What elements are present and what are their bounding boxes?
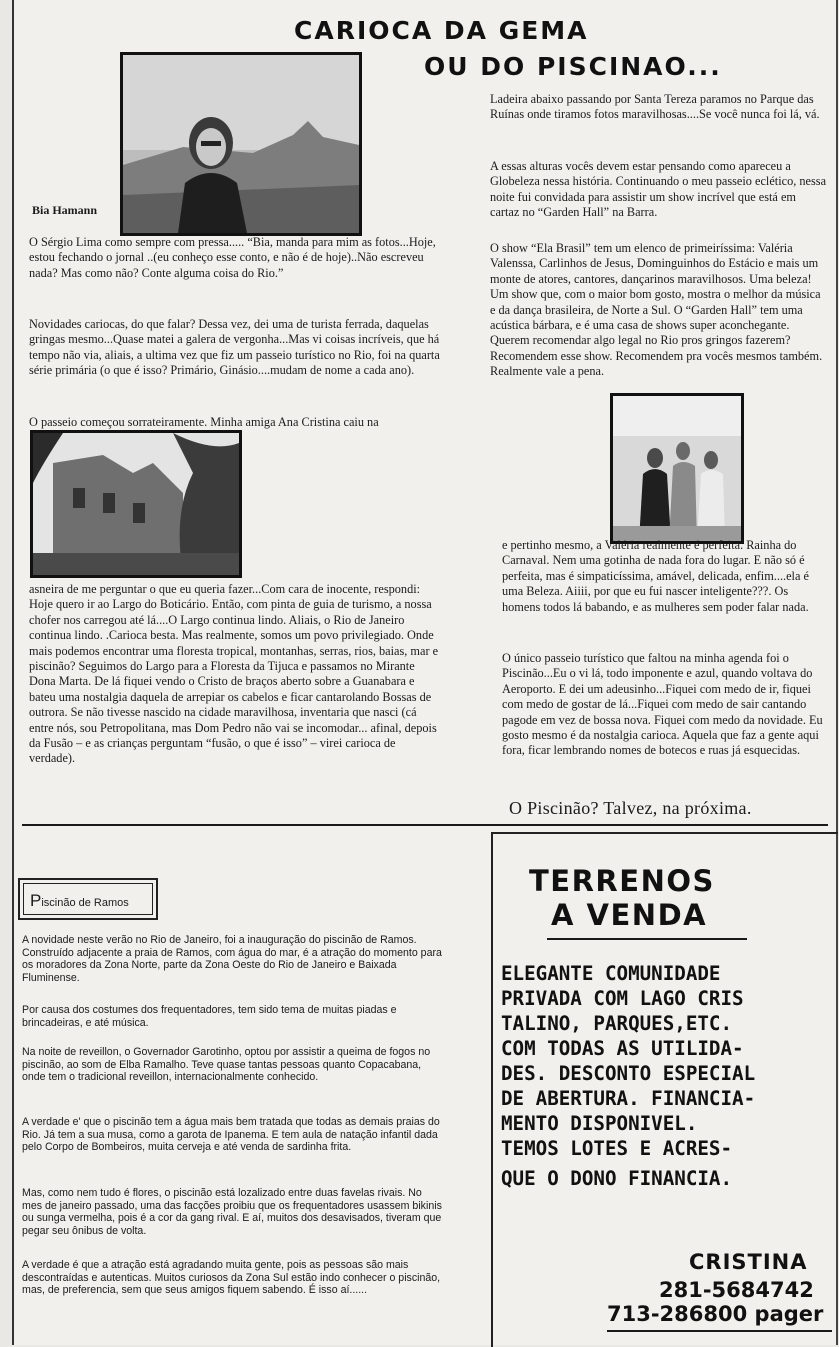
left-paragraph-1: O Sérgio Lima como sempre com pressa..... “Bia, manda para mim as fotos...Hoje, estou fechando o jornal ..(eu conheço esse conto, e não é de hoje)..Não escreveu nada? Mas como não? Conte alguma coisa do Rio.”	[29, 235, 436, 280]
section-divider	[22, 824, 828, 826]
left-paragraph-2: Novidades cariocas, do que falar? Dessa vez, dei uma de turista ferrada, daquelas gringas mesmo...Quase matei a galera de vergonha...Mas vi coisas incríveis, que há tempo não via, aliais, a ultima vez que fiz um passeio turístico no Rio, foi na quarta série primária (o que é isso? Primário, Ginásio....mudam de nome a cada ano).	[29, 317, 440, 378]
sidebar-title-box	[18, 878, 158, 920]
byline: Bia Hamann	[32, 203, 98, 217]
ad-line-5: DES. DESCONTO ESPECIAL	[501, 1062, 756, 1085]
ad-line-9: QUE O DONO FINANCIA.	[501, 1167, 733, 1190]
sidebar-paragraph-3: Na noite de reveillon, o Governador Garotinho, optou por assistir a queima de fogos no piscinão, ao som de Elba Ramalho. Teve quase tantas pessoas quanto Copacabana, onde tem o tradicional reveillon, internacionalmente conhecido.	[22, 1046, 431, 1084]
ad-line-7: MENTO DISPONIVEL.	[501, 1112, 698, 1135]
ad-bottom-rule	[607, 1330, 832, 1332]
author-photo	[120, 52, 362, 236]
ad-line-6: DE ABERTURA. FINANCIA-	[501, 1087, 756, 1110]
ad-line-2: PRIVADA COM LAGO CRIS	[501, 987, 744, 1010]
sidebar-paragraph-5: Mas, como nem tudo é flores, o piscinão está lozalizado entre duas favelas rivais. No mes de janeiro passado, uma das facções proibiu que os frequentadores usassem bikinis ou sunga vermelha, pois é a cor da gang rival. E aí, muitos dos desavisados, tiveram que pegar seu ônibus de volta.	[22, 1187, 442, 1237]
ad-line-4: COM TODAS AS UTILIDA-	[501, 1037, 744, 1060]
ad-line-1: ELEGANTE COMUNIDADE	[501, 962, 721, 985]
valeria-photo	[610, 393, 744, 544]
ad-line-8: TEMOS LOTES E ACRES-	[501, 1137, 733, 1160]
right-paragraph-2: A essas alturas vocês devem estar pensando como apareceu a Globeleza nessa história. Continuando o meu passeio eclético, nessa noite fui convidada para assistir um show incrível que está em cartaz no “Garden Hall” na Barra.	[490, 159, 827, 220]
ad-contact-name: CRISTINA	[689, 1250, 808, 1274]
sidebar-paragraph-4: A verdade e' que o piscinão tem a água mais bem tratada que todas as demais praias do Rio. Já tem a sua musa, como a garota de Ipanema. E tem aula de natação infantil dada pelo Corpo de Bombeiros, muita cerveja e até venda de sardinha frita.	[22, 1116, 440, 1154]
classified-ad	[491, 832, 838, 1347]
sidebar-title-rest: iscinão de Ramos	[41, 897, 129, 909]
article-title-line-1: CARIOCA DA GEMA	[294, 16, 589, 45]
right-paragraph-4: e pertinho mesmo, a Valéria realmente é perfeita. Rainha do Carnaval. Nem uma gotinha de nada fora do lugar. E não só é perfeita, mas é simpaticíssima, amável, delicada, enfim....ela é uma Beleza. Aiiii, por que eu fui nascer inteligente???. Os homens todos lá babando, e as mulheres sem poder falar nada.	[502, 538, 809, 614]
left-paragraph-3: O passeio começou sorrateiramente. Minha amiga Ana Cristina caiu na	[29, 415, 379, 429]
sidebar-paragraph-2: Por causa dos costumes dos frequentadores, tem sido tema de muitas piadas e brincadeiras, e até música.	[22, 1004, 397, 1029]
ad-phone: 281-5684742	[659, 1278, 814, 1302]
right-paragraph-1: Ladeira abaixo passando por Santa Tereza paramos no Parque das Ruínas onde tiramos fotos maravilhosas....Se você nunca foi lá, vá.	[490, 92, 820, 122]
ad-headline-rule	[547, 938, 747, 940]
article-title-line-2: OU DO PISCINAO...	[424, 52, 722, 81]
ad-line-3: TALINO, PARQUES,ETC.	[501, 1012, 733, 1035]
closing-line: O Piscinão? Talvez, na próxima.	[509, 798, 752, 818]
right-paragraph-5: O único passeio turístico que faltou na minha agenda foi o Piscinão...Eu o vi lá, todo imponente e azul, quando voltava do Aeroporto. E dei um adeusinho...Fiquei com medo de ir, fiquei com medo de gostar de lá...Fiquei com medo de sair cantando pagode em vez de bossa nova. Fiquei com medo da novidade. Eu gosto mesmo é da nostalgia carioca. Aquela que faz a gente aqui fora, ficar lembrando nomes de botecos e ruas já esquecidas.	[502, 651, 823, 758]
ad-pager: 713-286800 pager	[607, 1302, 824, 1326]
ad-headline-2: A VENDA	[551, 898, 708, 932]
sidebar-title	[23, 883, 153, 915]
ad-headline-1: TERRENOS	[529, 864, 715, 898]
largo-boticario-photo	[30, 430, 242, 578]
sidebar-paragraph-6: A verdade é que a atração está agradando muita gente, pois as pessoas são mais descontraídas e autenticas. Muitos curiosos da Zona Sul estão indo conhecer o piscinão, mas, de preferencia, sem que seus amigos fiquem sabendo. É isso aí......	[22, 1259, 441, 1297]
right-paragraph-3: O show “Ela Brasil” tem um elenco de primeiríssima: Valéria Valenssa, Carlinhos de Jesus, Dominguinhos do Estácio e mais um monte de atores, cantores, dançarinos maravilhosos. Uma beleza! Um show que, com o maior bom gosto, mostra o melhor da música e da dança brasileira, de Norte a Sul. O “Garden Hall” tem uma acústica bárbara, e é uma casa de shows super aconchegante. Querem recomendar algo legal no Rio pros gringos fazerem? Recomendem esse show. Recomendem pra vocês mesmos também. Realmente vale a pena.	[490, 241, 823, 379]
newspaper-page	[12, 0, 838, 1345]
left-paragraph-4: asneira de me perguntar o que eu queria fazer...Com cara de inocente, respondi: Hoje quero ir ao Largo do Boticário. Então, com pinta de guia de turismo, a nossa chofer nos carregou até lá....O Largo continua lindo. Aliais, o Rio de Janeiro continua lindo. .Carioca besta. Mas realmente, somos um povo privilegiado. Onde mais podemos encontrar uma floresta tropical, montanhas, serras, rios, baias, mar e piscinão? Seguimos do Largo para a Floresta da Tijuca e passamos no Mirante Dona Marta. De lá fiquei vendo o Cristo de braços aberto sobre a Guanabara e bateu uma nostalgia daquela de arrepiar os cabelos e ficar cantarolando Bossas de outrora. Se não tivesse nascido na cidade maravilhosa, inventaria que nasci (cá entre nós, sou Petropolitana, mas Dom Pedro não vai se incomodar... afinal, depois da Fusão – e as crianças perguntam “fusão, o que é isso” – virei carioca de verdade).	[29, 582, 439, 766]
sidebar-paragraph-1: A novidade neste verão no Rio de Janeiro, foi a inauguração do piscinão de Ramos. Construído adjacente a praia de Ramos, com água do mar, é a atração do momento para os moradores da Zona Norte, parte da Zona Oeste do Rio de Janeiro e Baixada Fluminense.	[22, 934, 442, 984]
sidebar-title-initial: P	[30, 891, 42, 910]
